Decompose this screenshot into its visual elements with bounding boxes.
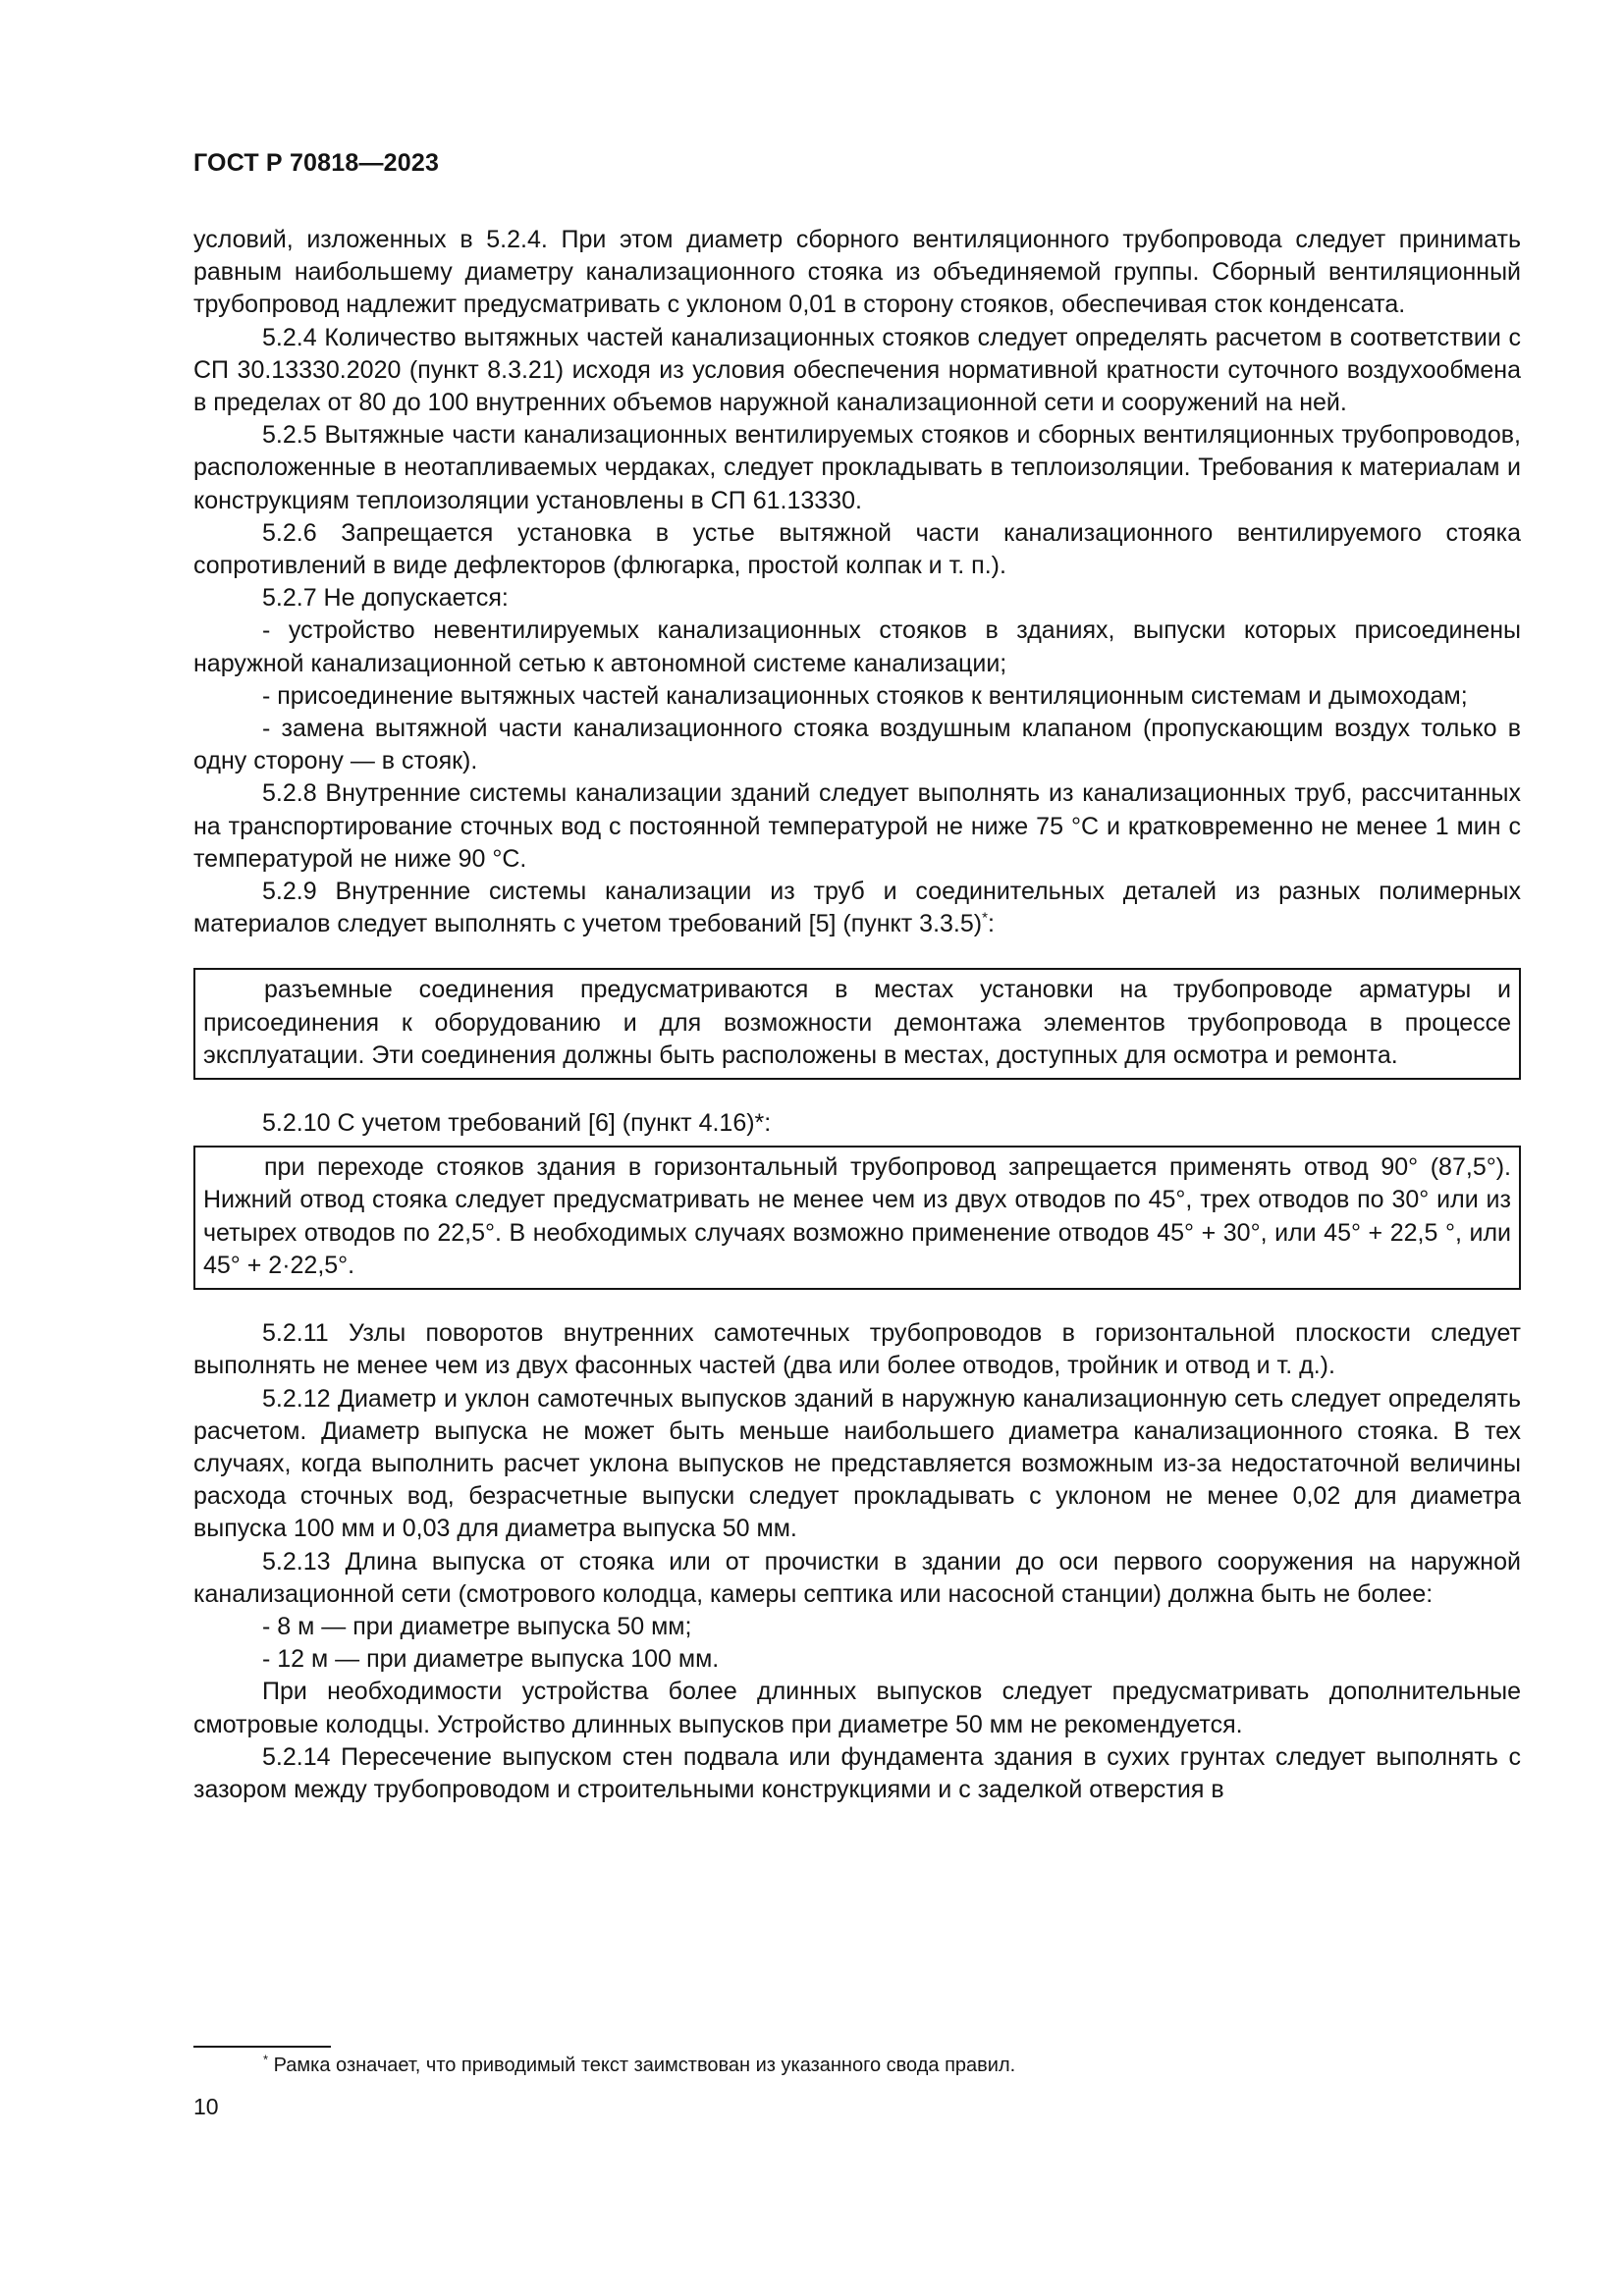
paragraph-5-2-11: 5.2.11 Узлы поворотов внутренних самотечных трубопроводов в горизонтальной плоскости следует выполнять не менее чем из двух фасонных частей (два или более отводов, тройник и отвод и т. д.).	[193, 1319, 1521, 1380]
paragraph-5-2-4: 5.2.4 Количество вытяжных частей канализационных стояков следует определять расчетом в соответствии с СП 30.13330.2020 (пункт 8.3.21) исходя из условия обеспечения нормативной кратности суточного воздухообмена в пределах от 80 до 100 внутренних объемов наружной канализационной сети и сооружений на ней.	[193, 323, 1521, 417]
list-item: - 12 м — при диаметре выпуска 100 мм.	[262, 1645, 720, 1674]
page-body	[193, 224, 1521, 1806]
standard-header: ГОСТ Р 70818—2023	[193, 149, 440, 177]
list-item: - замена вытяжной части канализационного стояка воздушным клапаном (пропускающим воздух только в одну сторону — в стояк).	[193, 715, 1521, 775]
quoted-text-frame-1	[193, 968, 1521, 1080]
quoted-text: при переходе стояков здания в горизонтальный трубопровод запрещается применять отвод 90° (87,5°). Нижний отвод стояка следует предусматривать не менее чем из двух отводов по 45°, трех отводов по 30° или из четырех отводов по 22,5°. В необходимых случаях возможно применение отводов 45° + 30°, или 45° + 22,5 °, или 45° + 2·22,5°.	[203, 1153, 1511, 1279]
footnote-reference: *	[982, 909, 988, 927]
paragraph-5-2-7: 5.2.7 Не допускается:	[262, 584, 509, 613]
list-item: - 8 м — при диаметре выпуска 50 мм;	[262, 1612, 692, 1640]
quoted-text: разъемные соединения предусматриваются в местах установки на трубопроводе арматуры и присоединения к оборудованию и для возможности демонтажа элементов трубопровода в процессе эксплуатации. Эти соединения должны быть расположены в местах, доступных для осмотра и ремонта.	[203, 976, 1511, 1069]
paragraph-5-2-9	[193, 876, 1521, 940]
quoted-text-frame-2	[193, 1146, 1521, 1290]
paragraph-5-2-6: 5.2.6 Запрещается установка в устье вытяжной части канализационного вентилируемого стояка сопротивлений в виде дефлекторов (флюгарка, простой колпак и т. п.).	[193, 518, 1521, 580]
paragraph-5-2-12: 5.2.12 Диаметр и уклон самотечных выпусков зданий в наружную канализационную сеть следует определять расчетом. Диаметр выпуска не может быть меньше наибольшего диаметра канализационного стояка. В тех случаях, когда выполнить расчет уклона выпусков не представляется возможным из-за недостаточной величины расхода сточных вод, безрасчетные выпуски следует прокладывать с уклоном не менее 0,02 для диаметра выпуска 100 мм и 0,03 для диаметра выпуска 50 мм.	[193, 1384, 1521, 1543]
paragraph-5-2-13: 5.2.13 Длина выпуска от стояка или от прочистки в здании до оси первого сооружения на наружной канализационной сети (смотрового колодца, камеры септика или насосной станции) должна быть не более:	[193, 1547, 1521, 1608]
footnote-mark: *	[263, 2052, 269, 2067]
list-item: - устройство невентилируемых канализационных стояков в зданиях, выпуски которых присоединены наружной канализационной сетью к автономной системе канализации;	[193, 616, 1521, 677]
paragraph-continuation: условий, изложенных в 5.2.4. При этом диаметр сборного вентиляционного трубопровода следует принимать равным наибольшему диаметру канализационного стояка из объединяемой группы. Сборный вентиляционный трубопровод надлежит предусматривать с уклоном 0,01 в сторону стояков, обеспечивая сток конденсата.	[193, 226, 1521, 319]
page-number: 10	[193, 2094, 219, 2119]
paragraph-5-2-14: 5.2.14 Пересечение выпуском стен подвала или фундамента здания в сухих грунтах следует выполнять с зазором между трубопроводом и строительными конструкциями и с заделкой отверстия в	[193, 1742, 1521, 1803]
paragraph-5-2-9-text: 5.2.9 Внутренние системы канализации из труб и соединительных деталей из разных полимерных материалов следует выполнять с учетом требований [5] (пункт 3.3.5)	[193, 878, 1521, 938]
paragraph-5-2-9-colon: :	[987, 910, 995, 938]
paragraph-5-2-10: 5.2.10 С учетом требований [6] (пункт 4.16)*:	[262, 1109, 772, 1138]
paragraph-5-2-5: 5.2.5 Вытяжные части канализационных вентилируемых стояков и сборных вентиляционных трубопроводов, расположенные в неотапливаемых чердаках, следует прокладывать в теплоизоляции. Требования к материалам и конструкциям теплоизоляции установлены в СП 61.13330.	[193, 421, 1521, 514]
footnote-text: Рамка означает, что приводимый текст заимствован из указанного свода правил.	[273, 2055, 1016, 2076]
paragraph-5-2-8: 5.2.8 Внутренние системы канализации зданий следует выполнять из канализационных труб, рассчитанных на транспортирование сточных вод с постоянной температурой не ниже 75 °С и кратковременно не менее 1 мин с температурой не ниже 90 °С.	[193, 779, 1521, 873]
paragraph-5-2-13-note: При необходимости устройства более длинных выпусков следует предусматривать дополнительные смотровые колодцы. Устройство длинных выпусков при диаметре 50 мм не рекомендуется.	[193, 1678, 1521, 1738]
list-item: - присоединение вытяжных частей канализационных стояков к вентиляционным системам и дымоходам;	[262, 681, 1468, 710]
footnote	[263, 2052, 1015, 2079]
footnote-divider	[193, 2046, 331, 2048]
